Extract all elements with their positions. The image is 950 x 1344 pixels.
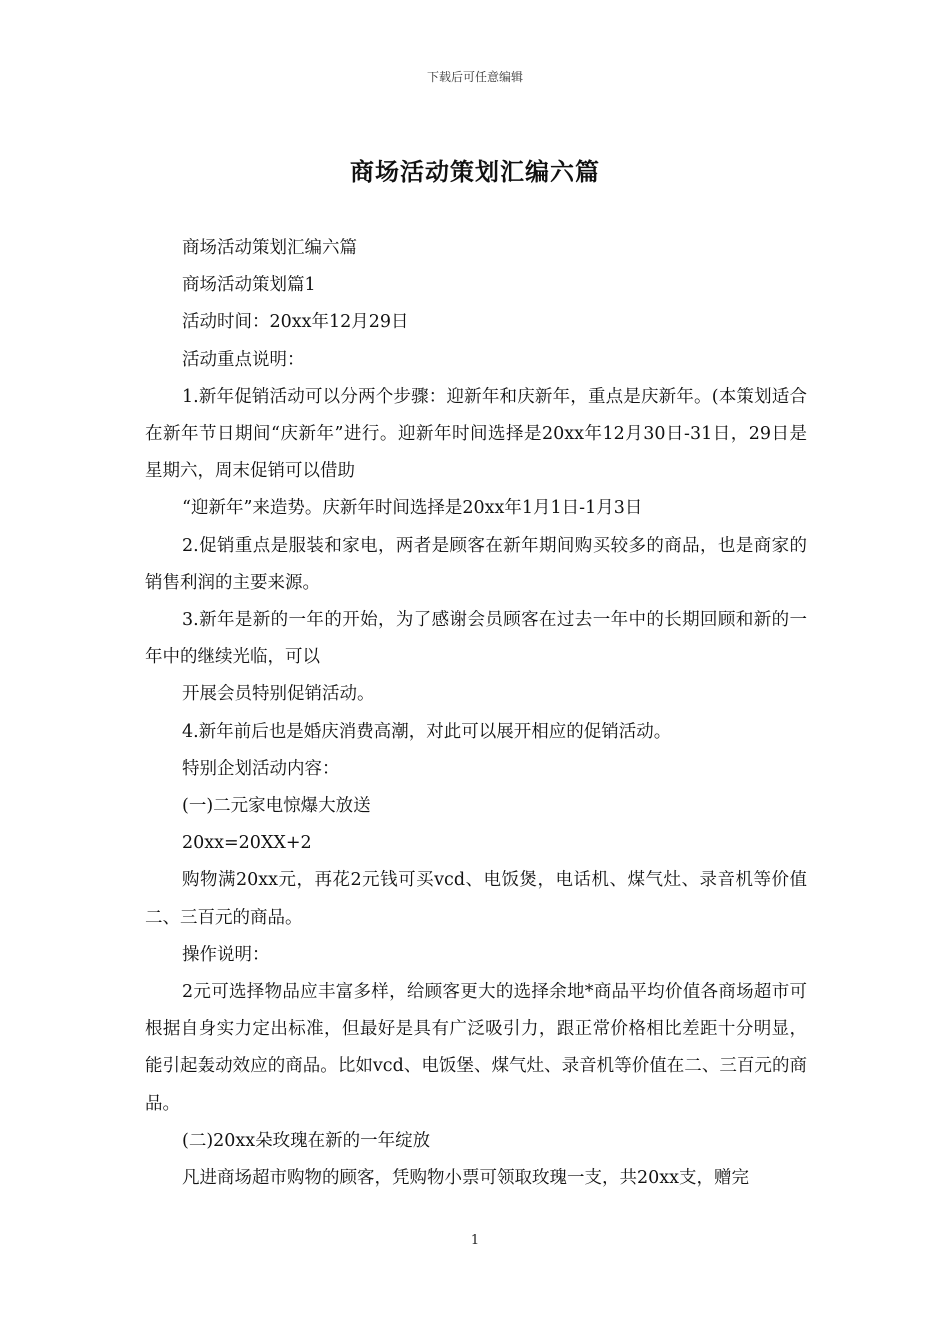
paragraph: 1.新年促销活动可以分两个步骤：迎新年和庆新年，重点是庆新年。(本策划适合在新年节日期间“庆新年”进行。迎新年时间选择是20xx年12月30日-31日，29日是星期六，周末促销可以借助 [145, 386, 807, 482]
paragraph: 购物满20xx元，再花2元钱可买vcd、电饭煲，电话机、煤气灶、录音机等价值二、三百元的商品。 [145, 870, 807, 928]
paragraph: 凡进商场超市购物的顾客，凭购物小票可领取玫瑰一支，共20xx支，赠完 [182, 1168, 750, 1189]
document-body [145, 230, 807, 1197]
paragraph: 操作说明： [182, 944, 270, 965]
paragraph: 活动时间：20xx年12月29日 [182, 312, 409, 333]
paragraph: 2元可选择物品应丰富多样，给顾客更大的选择余地*商品平均价值各商场超市可根据自身实力定出标准，但最好是具有广泛吸引力，跟正常价格相比差距十分明显，能引起轰动效应的商品。比如vcd、电饭堡、煤气灶、录音机等价值在二、三百元的商品。 [145, 982, 807, 1114]
paragraph: 商场活动策划篇1 [182, 275, 316, 296]
paragraph: 4.新年前后也是婚庆消费高潮，对此可以展开相应的促销活动。 [182, 721, 672, 742]
page-number: 1 [470, 1233, 480, 1248]
header-note: 下载后可任意编辑 [426, 70, 523, 84]
paragraph: 特别企划活动内容： [182, 758, 340, 779]
paragraph: “迎新年”来造势。庆新年时间选择是20xx年1月1日-1月3日 [182, 498, 643, 519]
paragraph: 活动重点说明： [182, 349, 305, 370]
paragraph: 3.新年是新的一年的开始，为了感谢会员顾客在过去一年中的长期回顾和新的一年中的继续光临，可以 [145, 610, 807, 668]
paragraph: 2.促销重点是服装和家电，两者是顾客在新年期间购买较多的商品，也是商家的销售利润的主要来源。 [145, 535, 807, 593]
paragraph: (二)20xx朵玫瑰在新的一年绽放 [182, 1130, 431, 1151]
paragraph: 开展会员特别促销活动。 [182, 684, 375, 705]
paragraph: (一)二元家电惊爆大放送 [182, 796, 371, 817]
paragraph: 20xx=20XX+2 [182, 833, 312, 854]
document-title: 商场活动策划汇编六篇 [350, 157, 600, 186]
paragraph: 商场活动策划汇编六篇 [182, 238, 357, 258]
